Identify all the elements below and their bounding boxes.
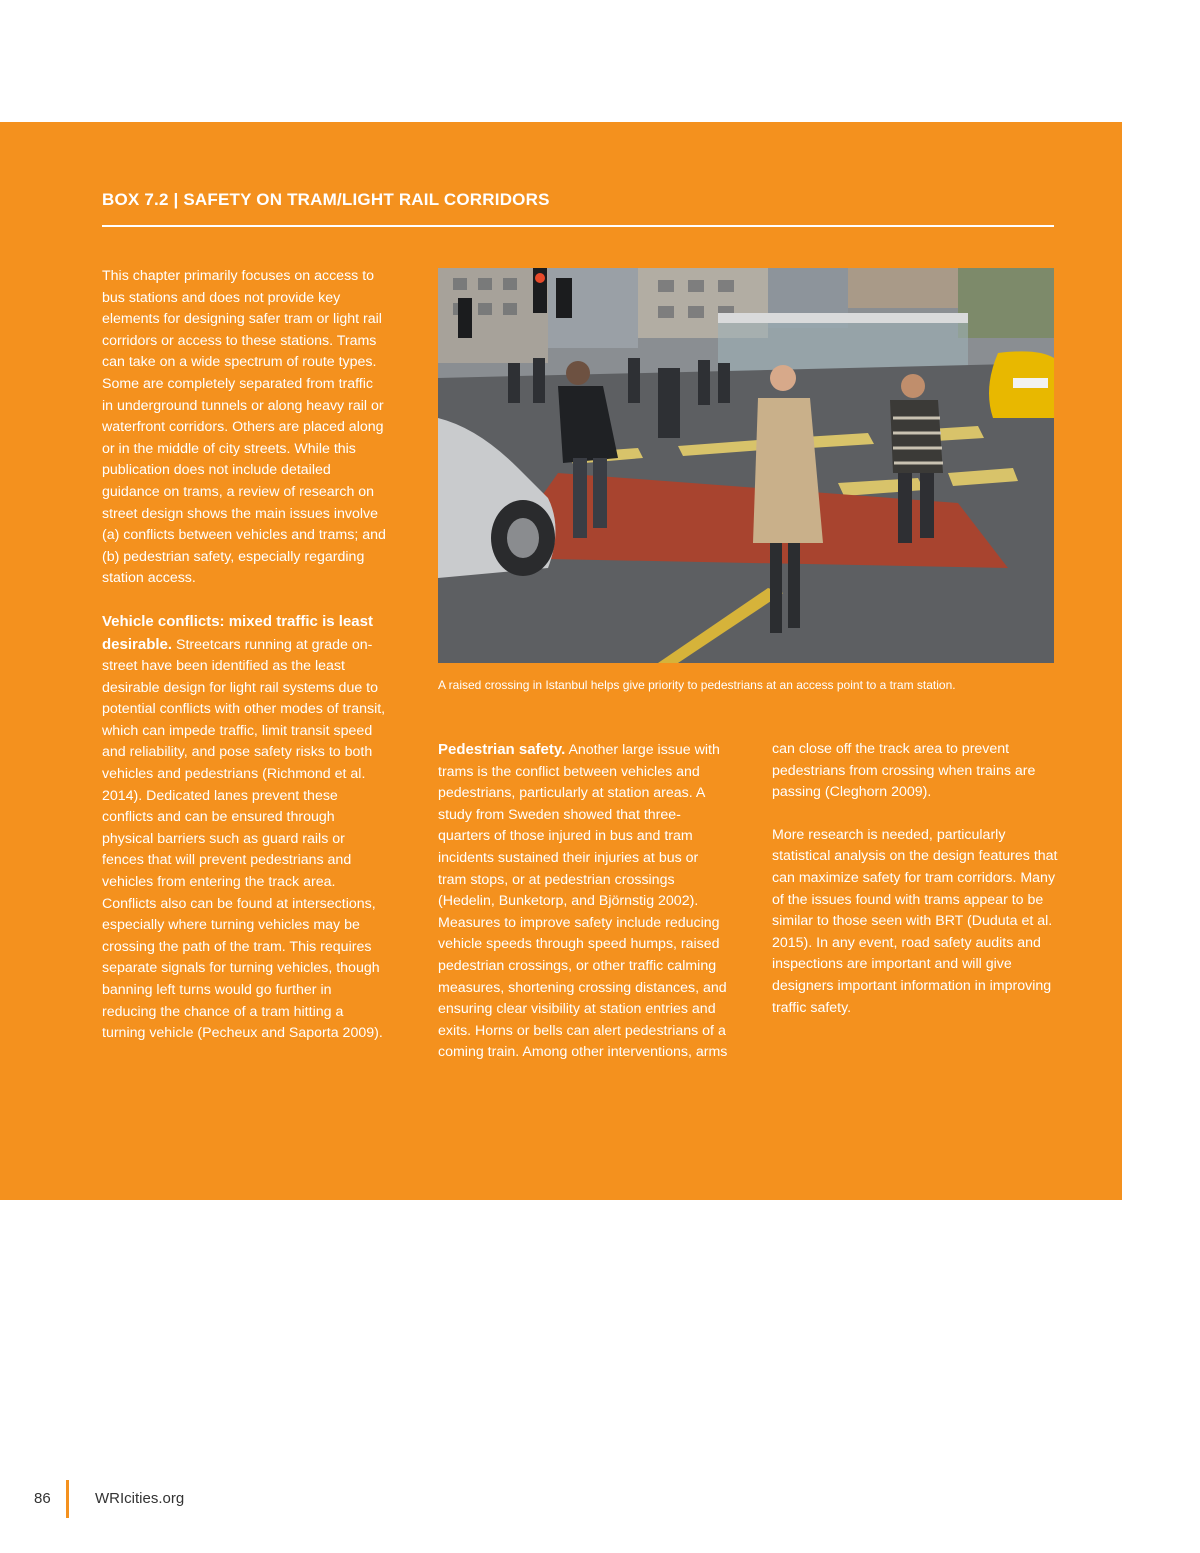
vehicle-conflicts-heading: Vehicle conflicts: mixed traffic is least desirable.: [102, 612, 373, 653]
istanbul-crossing-photo: [438, 268, 1054, 663]
vehicle-conflicts-paragraph: [102, 611, 387, 1045]
pedestrian-safety-text: Another large issue with trams is the conflict between vehicles and pedestrians, particularly at station areas. A study from Sweden showed that three-quarters of those injured in bus and tram incidents sustained their injuries at bus or tram stops, or at pedestrian crossings (Hedelin, Bunketorp, and Björnstig 2002). Measures to improve safety include reducing vehicle speeds through speed humps, raised pedestrian crossings, or other traffic calming measures, shortening crossing distances, and ensuring clear visibility at station entries and exits. Horns or bells can alert pedestrians of a coming train. Among other interventions, arms: [438, 742, 728, 1061]
footer-divider: [66, 1480, 69, 1518]
title-divider: [102, 225, 1054, 227]
intro-paragraph: This chapter primarily focuses on access to bus stations and does not provide key elements for designing safer tram or light rail corridors or access to these stations. Trams can take on a wide spectrum of route types. Some are completely separated from traffic in underground tunnels or along heavy rail or waterfront corridors. Others are placed along or in the middle of city streets. While this publication does not include detailed guidance on trams, a review of research on street design shows the main issues involve (a) conflicts between vehicles and trams; and (b) pedestrian safety, especially regarding station access.: [102, 268, 386, 587]
footer-website: WRIcities.org: [95, 1490, 185, 1507]
pedestrian-safety-paragraph: [438, 739, 728, 1064]
column-middle: [438, 739, 728, 1064]
pedestrian-safety-heading: Pedestrian safety.: [438, 741, 566, 758]
column-left: [102, 266, 387, 1045]
photo-caption: A raised crossing in Istanbul helps give priority to pedestrians at an access point to a tram station.: [438, 678, 956, 692]
vehicle-conflicts-text: Streetcars running at grade on-street have been identified as the least desirable design for light rail systems due to potential conflicts with other modes of transit, which can impede traffic, limit transit speed and reliability, and pose safety risks to both vehicles and pedestrians (Richmond et al. 2014). Dedicated lanes prevent these conflicts and can be ensured through physical barriers such as guard rails or fences that will prevent pedestrians and vehicles from entering the track area. Conflicts also can be found at intersections, especially where turning vehicles may be crossing the path of the tram. This requires separate signals for turning vehicles, though banning left turns would go further in reducing the chance of a tram hitting a turning vehicle (Pecheux and Saporta 2009).: [102, 636, 386, 1042]
box-title: BOX 7.2 | SAFETY ON TRAM/LIGHT RAIL CORRIDORS: [102, 190, 550, 209]
more-research-paragraph: More research is needed, particularly statistical analysis on the design features that can maximize safety for tram corridors. Many of the issues found with trams appear to be similar to those seen with BRT (Duduta et al. 2015). In any event, road safety audits and inspections are important and will give designers important information in improving traffic safety.: [772, 826, 1058, 1016]
continuation-paragraph: can close off the track area to prevent pedestrians from crossing when trains are passing (Cleghorn 2009).: [772, 741, 1036, 801]
page-number: 86: [34, 1490, 51, 1507]
column-right: [772, 739, 1064, 1019]
